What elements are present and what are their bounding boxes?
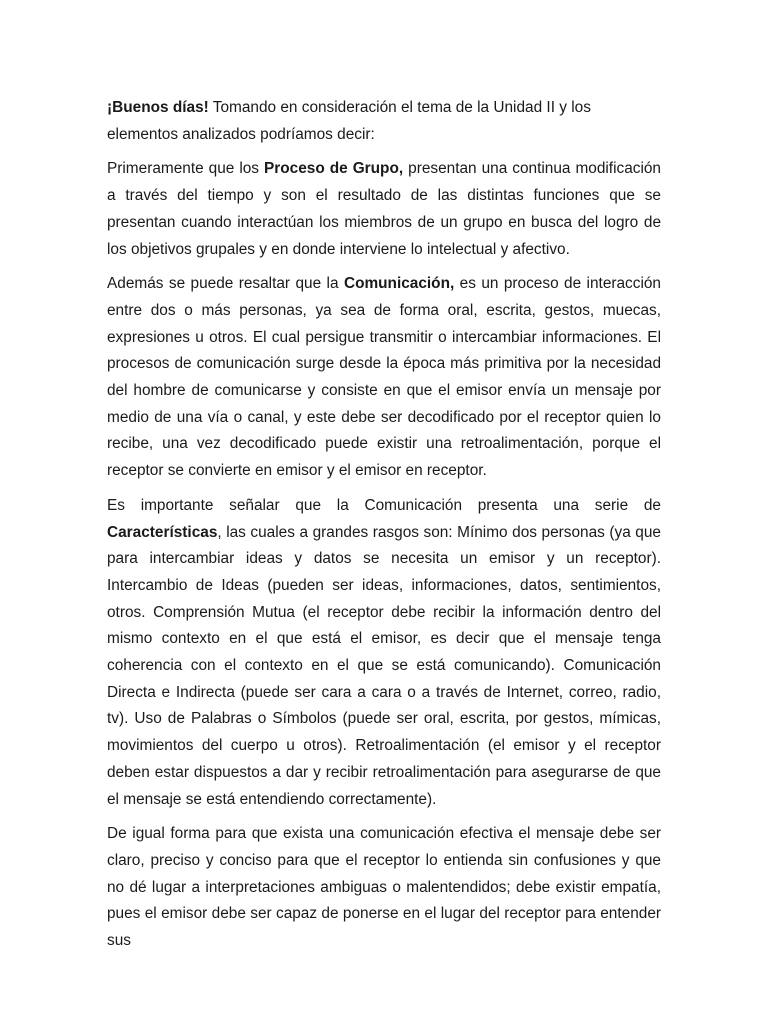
paragraph-text: Primeramente que los <box>107 160 264 178</box>
paragraph-caracteristicas <box>107 493 661 813</box>
term-proceso-de-grupo: Proceso de Grupo, <box>264 160 404 178</box>
paragraph-text: es un proceso de interacción entre dos o más personas, ya sea de forma oral, escrita, gestos, muecas, expresiones u otros. El cual persigue transmitir o intercambiar informaciones. El procesos de comunicación surge desde la época más primitiva por la necesidad del hombre de comunicarse y consiste en que el emisor envía un mensaje por medio de una vía o canal, y este debe ser decodificado por el receptor quien lo recibe, una vez decodificado puede existir una retroalimentación, porque el receptor se convierte en emisor y el emisor en receptor. <box>107 275 661 480</box>
paragraph-text: , las cuales a grandes rasgos son: Mínimo dos personas (ya que para intercambiar ideas y datos se necesita un emisor y un receptor). Intercambio de Ideas (pueden ser ideas, informaciones, datos, sentimientos, otros. Comprensión Mutua (el receptor debe recibir la información dentro del mismo contexto en el que está el emisor, es decir que el mensaje tenga coherencia con el contexto en el que se está comunicando). Comunicación Directa e Indirecta (puede ser cara a cara o a través de Internet, correo, radio, tv). Uso de Palabras o Símbolos (puede ser oral, escrita, por gestos, mímicas, movimientos del cuerpo u otros). Retroalimentación (el emisor y el receptor deben estar dispuestos a dar y recibir retroalimentación para asegurarse de que el mensaje se está entendiendo correctamente). <box>107 523 661 808</box>
paragraph-comunicacion <box>107 271 661 485</box>
paragraph-text: Además se puede resaltar que la <box>107 275 344 293</box>
paragraph-text: Tomando en consideración el tema de la Unidad II y los elementos analizados podríamos decir: <box>107 99 591 143</box>
greeting-bold: ¡Buenos días! <box>107 99 209 116</box>
term-comunicacion: Comunicación, <box>343 275 455 293</box>
paragraph-text: Es importante señalar que la Comunicación presenta una serie de <box>107 496 661 514</box>
paragraph-proceso-de-grupo <box>107 156 661 263</box>
paragraph-text: presentan una continua modificación a través del tiempo y son el resultado de las distintas funciones que se presentan cuando interactúan los miembros de un grupo en busca del logro de los objetivos grupales y en donde interviene lo intelectual y afectivo. <box>107 160 661 258</box>
paragraph-greeting <box>107 95 661 148</box>
paragraph-text: De igual forma para que exista una comunicación efectiva el mensaje debe ser claro, preciso y conciso para que el receptor lo entienda sin confusiones y que no dé lugar a interpretaciones ambiguas o malentendidos; debe existir empatía, pues el emisor debe ser capaz de ponerse en el lugar del receptor para entender sus <box>107 825 661 950</box>
document-body <box>107 95 661 963</box>
paragraph-comunicacion-efectiva <box>107 821 661 955</box>
term-caracteristicas: Características <box>107 523 218 541</box>
